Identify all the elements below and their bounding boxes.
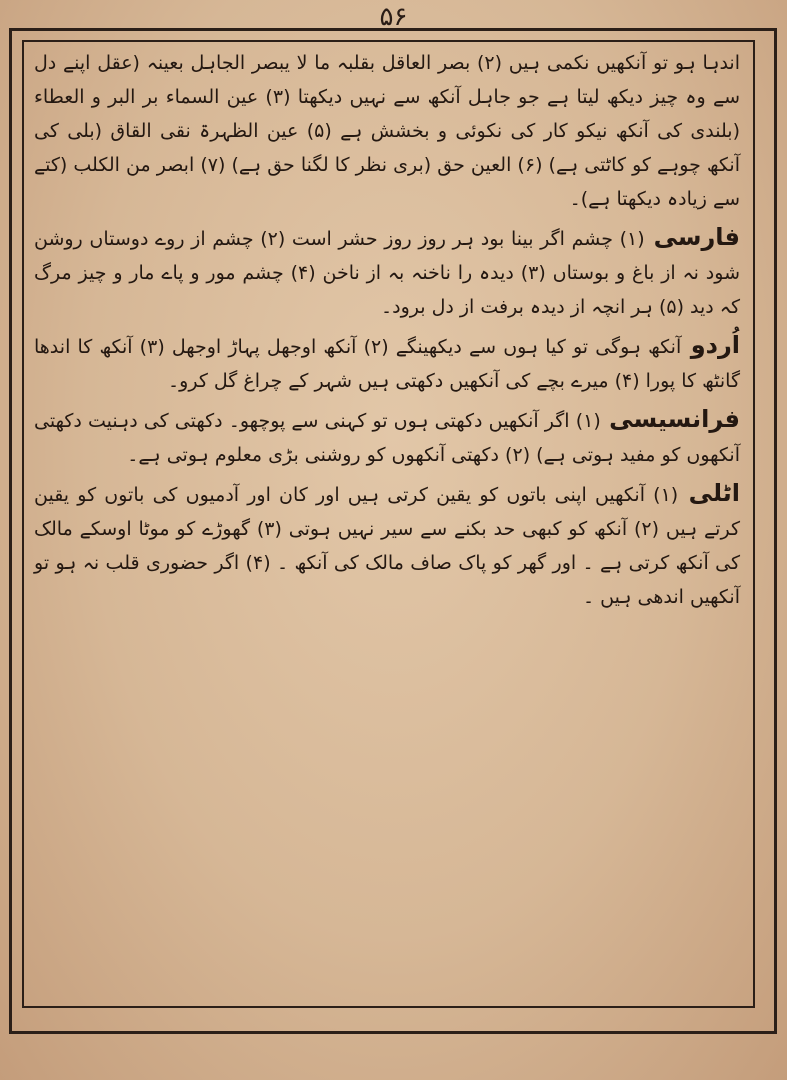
paragraph-urdu-proverbs [34,328,740,398]
paragraph-text: (۱) آنکھیں اپنی باتوں کو یقین کرتی ہیں اور کان اور آدمیوں کی باتوں کو یقین کرتے ہیں (۲) آنکھ کو کبھی حد بکنے سے سیر نہیں ہوتی (۳) گھوڑے کو موٹا اوسکے مالک کی آنکھ کرتی ہے ۔ اور گھر کو پاک صاف مالک کی آنکھ ۔ (۴) اگر حضوری قلب نہ ہو تو آنکھیں اندھی ہیں ۔ [34,484,741,608]
section-heading-persian: فارسی [644,223,741,251]
paragraph-persian-proverbs [34,220,740,324]
section-heading-french: فرانسیسی [600,405,740,433]
page-text [34,46,740,986]
section-heading-italian: اٹلی [678,479,741,507]
paragraph-text: اندہا ہو تو آنکھیں نکمی ہیں (۲) بصر العاقل بقلبہ ما لا یبصر الجاہل بعینہ (عقل اپنے دل سے وہ چیز دیکھ لیتا ہے جو جاہل آنکھ سے نہیں دیکھتا (۳) عین السماء بر البر و العطاء (بلندی کی آنکھ نیکو کار کی نکوئی و بخشش ہے (۵) عین الظہرۃ نقی القاق (بلی کی آنکھ چوہے کو کاٹتی ہے) (۶) العین حق (بری نظر کا لگنا حق ہے) (۷) ابصر من الکلب (کتے سے زیادہ دیکھتا ہے)۔ [34,52,741,210]
section-heading-urdu: اُردو [681,331,740,359]
paragraph-italian-proverbs [34,476,740,614]
paragraph-french-proverbs [34,402,740,472]
paragraph-text: آنکھ ہوگی تو کیا ہوں سے دیکھینگے (۲) آنکھ اوجھل پہاڑ اوجھل (۳) آنکھ کا اندھا گانٹھ کا پورا (۴) میرے بچے کی آنکھیں دکھتی ہیں شہر کے چراغ گل کرو۔ [34,336,740,392]
paragraph-arabic-proverbs [34,46,740,216]
paragraph-text: (۱) چشم اگر بینا بود ہر روز روز حشر است (۲) چشم از روے دوستاں روشن شود نہ از باغ و بوستاں (۳) دیدہ را ناخنہ بہ از ناخن (۴) چشم مور و پاے مار و چیز مرگ کہ دید (۵) ہر انچہ از دیدہ برفت از دل برود۔ [34,228,740,318]
page-number: ۵۶ [379,2,408,32]
paragraph-text: (۱) اگر آنکھیں دکھتی ہوں تو کہنی سے پوچھو۔ دکھتی کی دہنیت دکھتی آنکھوں کو مفید ہوتی ہے) (۲) دکھتی آنکھوں کو روشنی بڑی معلوم ہوتی ہے۔ [34,410,740,466]
